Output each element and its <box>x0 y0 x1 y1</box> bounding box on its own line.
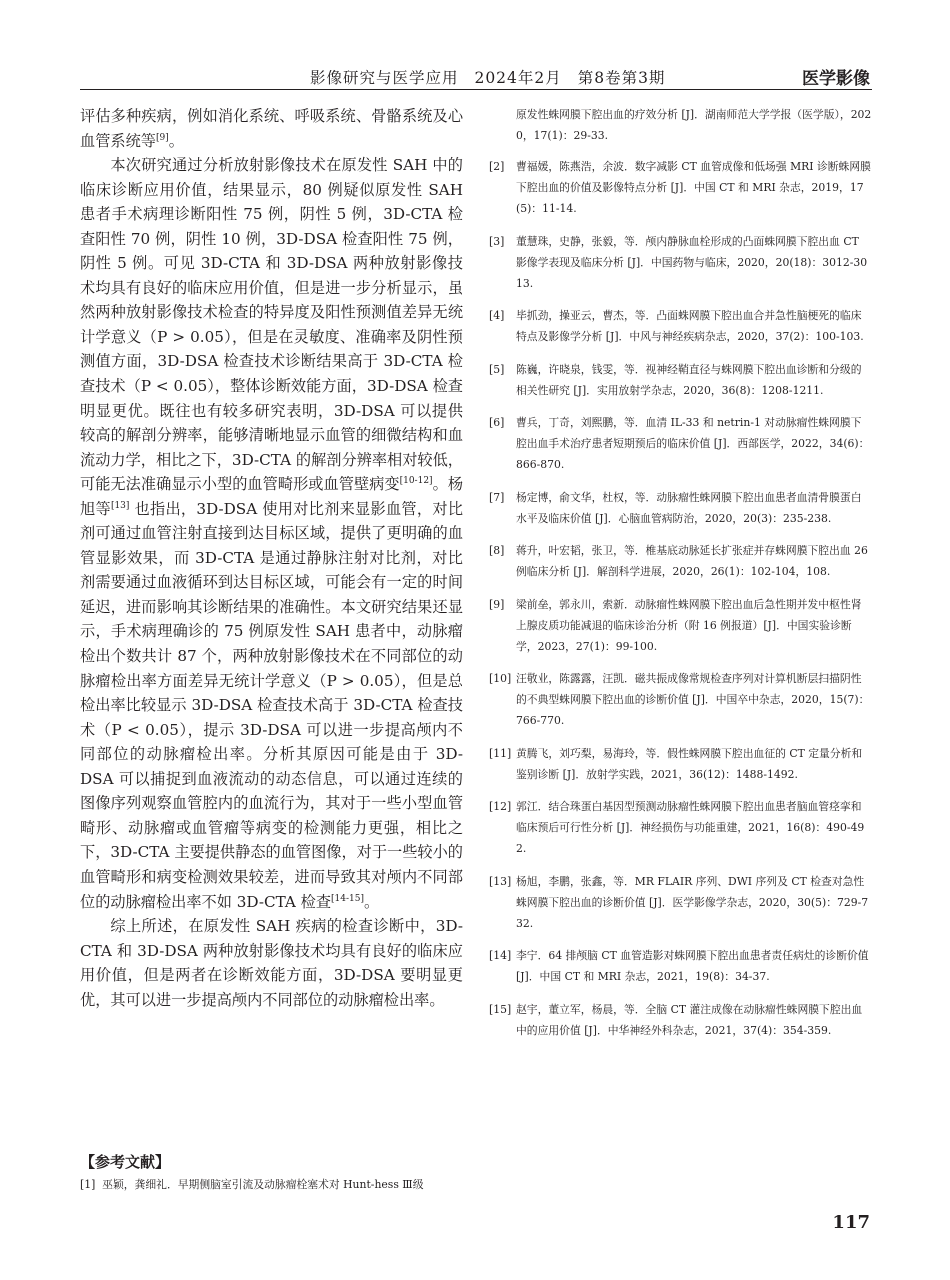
reference-text: 李宁．64 排颅脑 CT 血管造影对蛛网膜下腔出血患者责任病灶的诊断价值 [J]．中国 CT 和 MRI 杂志，2021，19(8)：34-37. <box>516 949 869 983</box>
reference-item <box>489 668 872 731</box>
reference-item <box>489 999 872 1041</box>
page-number: 117 <box>832 1212 870 1233</box>
reference-number: [6] <box>489 416 505 429</box>
reference-item <box>489 743 872 785</box>
reference-number: [4] <box>489 309 505 322</box>
left-column <box>80 104 463 1012</box>
paragraph-text: 综上所述，在原发性 SAH 疾病的检查诊断中，3D-CTA 和 3D-DSA 两种放射影像技术均具有良好的临床应用价值，但是两者在诊断效能方面，3D-DSA 要明显更优，其可以进一步提高颅内不同部位的动脉瘤检出率。 <box>80 917 463 1009</box>
reference-text: 汪敬业，陈露露，汪凯．磁共振成像常规检查序列对计算机断层扫描阴性的不典型蛛网膜下腔出血的诊断价值 [J]．中国卒中杂志，2020，15(7)：766-770. <box>516 672 870 727</box>
reference-number: [14] <box>489 949 512 962</box>
reference-number: [12] <box>489 800 512 813</box>
reference-number: [2] <box>489 160 505 173</box>
reference-text: 曹福媛，陈燕浩，余波．数字减影 CT 血管成像和低场强 MRI 诊断蛛网膜下腔出血的价值及影像特点分析 [J]．中国 CT 和 MRI 杂志，2019，17(5)：11-14. <box>516 160 871 215</box>
reference-number: [8] <box>489 544 505 557</box>
paragraph-text: 评估多种疾病，例如消化系统、呼吸系统、骨骼系统及心血管系统等 <box>80 107 463 150</box>
reference-number: [7] <box>489 490 505 504</box>
reference-text: 毕抓劲，操亚云，曹杰，等．凸面蛛网膜下腔出血合并急性脑梗死的临床特点及影像学分析 [J]．中风与神经疾病杂志，2020，37(2)：100-103. <box>516 309 864 343</box>
reference-text: 黄腾飞，刘巧梨，易海玲，等．假性蛛网膜下腔出血征的 CT 定量分析和鉴别诊断 [J]．放射学实践，2021，36(12)：1488-1492. <box>516 746 863 781</box>
paragraph-tail: 。 <box>168 131 184 150</box>
citation: [14-15] <box>331 893 365 904</box>
reference-text: 杨定博，俞文华，杜权，等．动脉瘤性蛛网膜下腔出血患者血清骨膜蛋白水平及临床价值 [J]．心脑血管病防治，2020，20(3)：235-238. <box>516 490 862 525</box>
reference-number: [15] <box>489 1002 512 1016</box>
reference-item <box>489 359 872 401</box>
reference-number: [13] <box>489 874 512 888</box>
page-header <box>0 0 950 92</box>
reference-text: 赵宇，董立军，杨晨，等．全脑 CT 灌注成像在动脉瘤性蛛网膜下腔出血中的应用价值 [J]．中华神经外科杂志，2021，37(4)：354-359. <box>516 1002 863 1037</box>
reference-text: 梁前垒，郭永川，索新．动脉瘤性蛛网膜下腔出血后急性期并发中枢性肾上腺皮质功能减退的临床诊治分析（附 16 例报道）[J]．中国实验诊断学，2023，27(1)：99-100. <box>516 597 862 653</box>
reference-item <box>489 796 872 859</box>
references-heading: 【参考文献】 <box>80 1153 171 1171</box>
reference-text: 陈巍，许晓泉，钱雯，等．视神经鞘直径与蛛网膜下腔出血诊断和分级的相关性研究 [J]．实用放射学杂志，2020，36(8)：1208-1211. <box>516 362 862 397</box>
reference-item <box>489 594 872 657</box>
references-list <box>489 104 872 1052</box>
reference-number: [3] <box>489 234 505 248</box>
paragraph-tail: 。 <box>364 892 380 911</box>
reference-item <box>489 231 872 294</box>
reference-item <box>489 412 872 475</box>
reference-number: [10] <box>489 672 512 685</box>
paragraph-text: 。杨旭等 <box>80 475 463 518</box>
reference-text: 郭江．结合珠蛋白基因型预测动脉瘤性蛛网膜下腔出血患者脑血管痉挛和临床预后可行性分析 [J]．神经损伤与功能重建，2021，16(8)：490-492. <box>516 800 865 855</box>
reference-text: 原发性蛛网膜下腔出血的疗效分析 [J]．湖南师范大学学报（医学版），2020，17(1)：29-33. <box>516 108 872 142</box>
reference-item <box>489 871 872 934</box>
reference-item <box>489 305 872 347</box>
reference-number: [1] <box>80 1178 96 1191</box>
section-label: 医学影像 <box>802 69 870 89</box>
journal-info <box>310 66 675 88</box>
reference-text: 董慧珠，史静，张毅，等．颅内静脉血栓形成的凸面蛛网膜下腔出血 CT 影像学表现及临床分析 [J]．中国药物与临床，2020，20(18)：3012-3013. <box>516 234 868 290</box>
reference-continuation <box>489 104 872 146</box>
reference-item <box>489 945 872 987</box>
paragraph <box>80 104 463 153</box>
reference-item <box>489 540 872 582</box>
reference-item <box>80 1176 465 1194</box>
citation: [10-12] <box>399 476 433 487</box>
reference-text: 杨旭，李鹏，张鑫，等．MR FLAIR 序列、DWI 序列及 CT 检查对急性蛛网膜下腔出血的诊断价值 [J]．医学影像学杂志，2020，30(5)：729-732. <box>516 874 869 930</box>
reference-item <box>489 487 872 529</box>
reference-item <box>489 156 872 219</box>
citation: [9] <box>155 132 169 143</box>
paragraph-text: 本次研究通过分析放射影像技术在原发性 SAH 中的临床诊断应用价值，结果显示，80 例疑似原发性 SAH 患者手术病理诊断阳性 75 例，阴性 5 例，3D-CTA 检查阳性 70 例，阴性 10 例，3D-DSA 检查阳性 75 例，阴性 5 例。可见 3D-CTA 和 3D-DSA 两种放射影像技术均具有良好的临床应用价值，但是进一步分析显示，虽然两种放射影像技术检查的特异度及阳性预测值差异无统计学意义（P > 0.05），但是在灵敏度、准确率及阴性预测值方面，3D-DSA 检查技术诊断结果高于 3D-CTA 检查技术（P < 0.05），整体诊断效能方面，3D-DSA 检查明显更优。既往也有较多研究表明，3D-DSA 可以提供较高的解剖分辨率，能够清晰地显示血管的细微结构和血流动力学，相比之下，3D-CTA 的解剖分辨率相对较低，可能无法准确显示小型的血管畸形或血管壁病变 <box>80 156 463 494</box>
reference-text: 曹兵，丁奇，刘熙鹏，等．血清 IL-33 和 netrin-1 对动脉瘤性蛛网膜下腔出血手术治疗患者短期预后的临床价值 [J]．西部医学，2022，34(6)：866-870. <box>516 416 870 471</box>
paragraph-text: 也指出，3D-DSA 使用对比剂来显影血管，对比剂可通过血管注射直接到达目标区域，提供了更明确的血管显影效果，而 3D-CTA 是通过静脉注射对比剂，对比剂需要通过血液循环到达目标区域，可能会有一定的时间延迟，进而影响其诊断结果的准确性。本文研究结果还显示，手术病理确诊的 75 例原发性 SAH 患者中，动脉瘤检出个数共计 87 个，两种放射影像技术在不同部位的动脉瘤检出率方面差异无统计学意义（P > 0.05），但是总检出率比较显示 3D-DSA 检查技术高于 3D-CTA 检查技术（P < 0.05），提示 3D-DSA 可以进一步提高颅内不同部位的动脉瘤检出率。分析其原因可能是由于 3D-DSA 可以捕捉到血液流动的动态信息，可以通过连续的图像序列观察血管腔内的血流行为，其对于一些小型血管畸形、动脉瘤或血管瘤等病变的检测能力更强，相比之下，3D-CTA 主要提供静态的血管图像，对于一些较小的血管畸形和病变检测效果较差，进而导致其对颅内不同部位的动脉瘤检出率不如 3D-CTA 检查 <box>80 499 464 911</box>
header-rule <box>80 89 872 90</box>
journal-title: 影像研究与医学应用 <box>310 69 459 87</box>
volume-issue: 第8卷第3期 <box>577 69 666 87</box>
reference-number: [11] <box>489 746 512 760</box>
reference-number: [9] <box>489 597 505 611</box>
reference-number: [5] <box>489 362 505 376</box>
paragraph <box>80 153 463 914</box>
reference-text: 巫颖，龚细礼．早期侧脑室引流及动脉瘤栓塞术对 Hunt-hess Ⅲ级 <box>102 1178 424 1191</box>
reference-text: 蒋升，叶宏韬，张卫，等．椎基底动脉延长扩张症并存蛛网膜下腔出血 26 例临床分析 [J]．解剖科学进展，2020，26(1)：102-104，108. <box>516 544 868 578</box>
citation: [13] <box>110 500 130 511</box>
issue-date: 2024年2月 <box>474 69 562 87</box>
paragraph <box>80 914 463 1012</box>
